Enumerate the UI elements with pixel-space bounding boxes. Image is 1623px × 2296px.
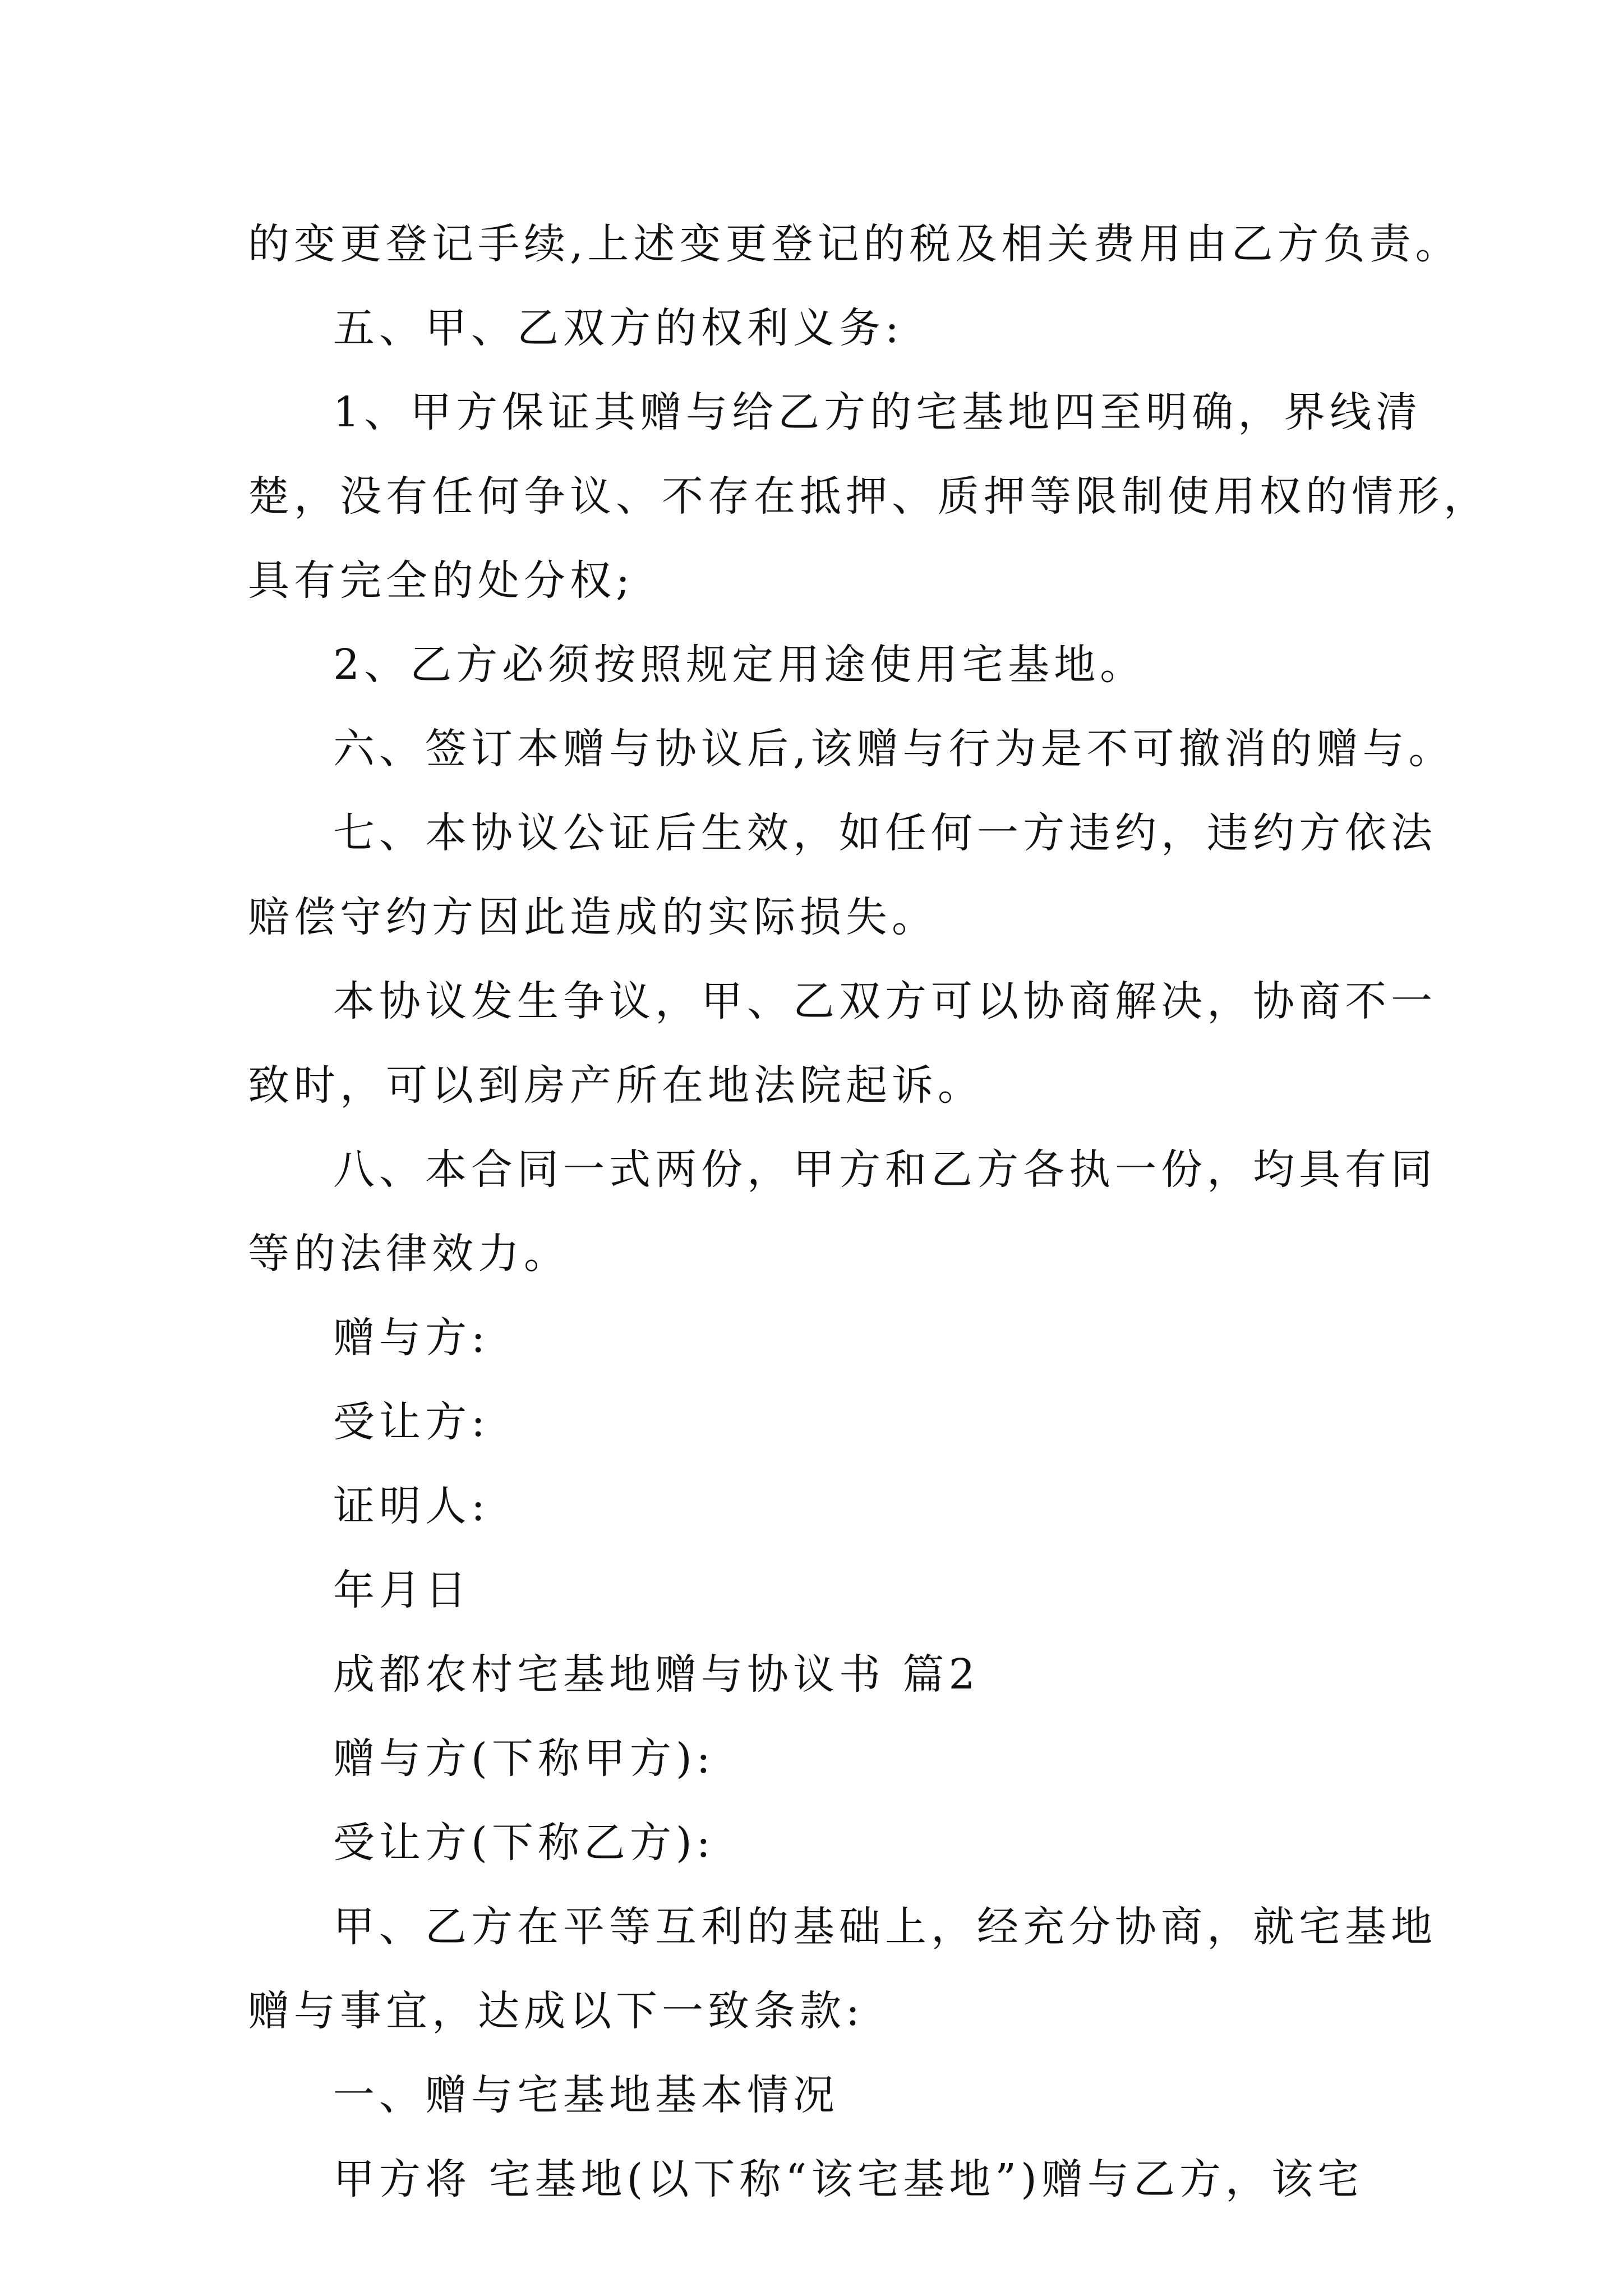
section-heading-six: 六、签订本赠与协议后,该赠与行为是不可撤消的赠与。 — [333, 725, 1455, 773]
section-heading-rights: 五、甲、乙双方的权利义务: — [333, 304, 903, 352]
section-heading-one: 一、赠与宅基地基本情况 — [333, 2071, 839, 2119]
recipient-signature-label: 受让方: — [333, 1398, 490, 1446]
section-heading-eight: 八、本合同一式两份，甲方和乙方各执一份，均具有同 — [333, 1145, 1437, 1194]
text-line: 致时，可以到房产所在地法院起诉。 — [248, 1061, 984, 1110]
text-line: 的变更登记手续,上述变更登记的税及相关费用由乙方负责。 — [248, 220, 1461, 268]
document-body — [248, 202, 1498, 2221]
recipient-label: 受让方(下称乙方): — [333, 1819, 715, 1867]
text-line: 赠与事宜，达成以下一致条款: — [248, 1987, 864, 2035]
date-label: 年月日 — [333, 1566, 471, 1614]
text-line: 赔偿守约方因此造成的实际损失。 — [248, 893, 938, 941]
text-line: 本协议发生争议，甲、乙双方可以协商解决，协商不一 — [333, 977, 1437, 1025]
witness-signature-label: 证明人: — [333, 1482, 490, 1530]
donor-label: 赠与方(下称甲方): — [333, 1734, 715, 1783]
donor-signature-label: 赠与方: — [333, 1314, 490, 1362]
text-line: 甲方将 宅基地(以下称“该宅基地”)赠与乙方，该宅 — [333, 2155, 1363, 2203]
text-line: 1、甲方保证其赠与给乙方的宅基地四至明确，界线清 — [333, 388, 1422, 436]
text-line: 等的法律效力。 — [248, 1230, 570, 1278]
text-line: 楚，没有任何争议、不存在抵押、质押等限制使用权的情形， — [248, 472, 1490, 521]
text-line: 具有完全的处分权; — [248, 556, 634, 605]
agreement-title-part-2: 成都农村宅基地赠与协议书 篇2 — [333, 1650, 980, 1699]
text-line: 2、乙方必须按照规定用途使用宅基地。 — [333, 641, 1146, 689]
section-heading-seven: 七、本协议公证后生效，如任何一方违约，违约方依法 — [333, 809, 1437, 857]
text-line: 甲、乙方在平等互利的基础上，经充分协商，就宅基地 — [333, 1903, 1437, 1951]
